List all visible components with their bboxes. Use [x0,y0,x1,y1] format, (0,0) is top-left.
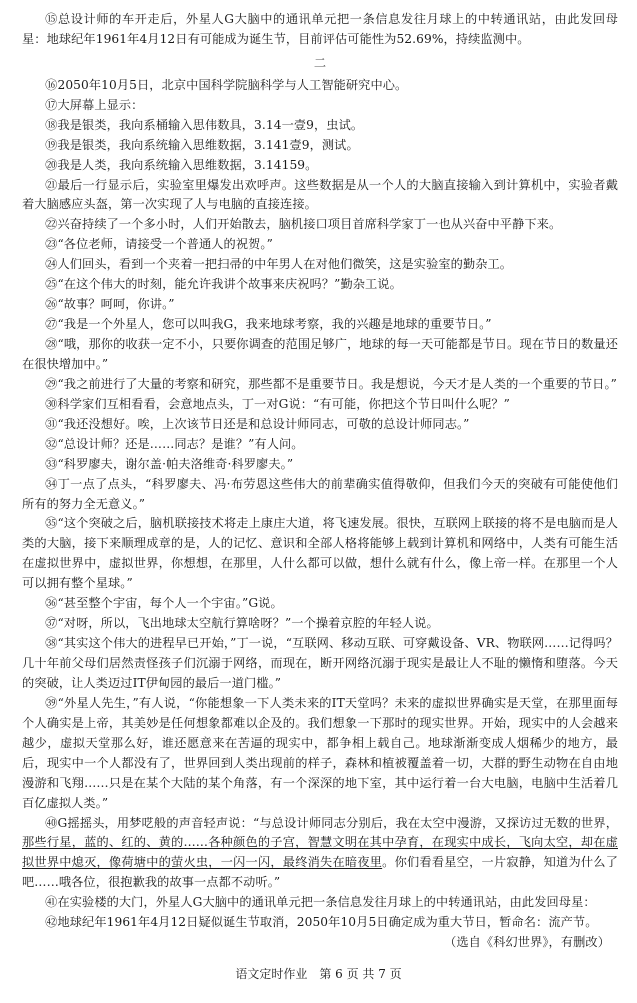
paragraph-30: ㉚科学家们互相看看，会意地点头，丁一对G说：“有可能，你把这个节日叫什么呢？” [45,396,511,411]
paragraph-42: ㊷地球纪年1961年4月12日疑似诞生节取消，2050年10月5日确定成为重大节日，暂命名：流产节。 [45,915,598,930]
paragraph-34: ㉞丁一点了点头，“科罗廖夫、冯·布劳恩这些伟大的前辈确实值得敬仰，但我们今天的突破有可能使他们所有的努力全无意义。” [22,476,618,511]
paragraph-39: ㊴“外星人先生，”有人说，“你能想象一下人类未来的IT天堂吗？未来的虚拟世界确实是天堂，在那里面每个人确实是上帝，其美妙是任何想象都难以企及的。我们想象一下那时的现实世界。开始，现实中的人会越来越少，虚拟天堂那么好，谁还愿意来在苦逼的现实中，都争相上载自己。地球渐渐变成人烟稀少的地方，最后，现实中一个人都没有了，世界回到人类出现前的样子，森林和植被覆盖着一切，大群的野生动物在自由地漫游和飞翔……只是在某个大陆的某个角落，有一个深深的地下室，其中运行着一台大电脑，电脑中生活着几百亿虚拟人类。” [22,695,618,810]
underlined-passage: 那些行星，蓝的、红的、黄的……各种颜色的子宫，智慧文明在其中孕育，在现实中成长，飞向太空，却在虚拟世界中熄灭，像荷塘中的萤火虫，一闪一闪，最终消失在暗夜里 [22,835,618,870]
section-marker: 二 [313,55,327,70]
paragraph-24: ㉔人们回头，看到一个夹着一把扫帚的中年男人在对他们微笑，这是实验室的勤杂工。 [45,257,513,272]
paragraph-21: ㉑最后一行显示后，实验室里爆发出欢呼声。这些数据是从一个人的大脑直接输入到计算机中，实验者戴着大脑感应头盔，第一次实现了人与电脑的直接连接。 [22,177,618,212]
paragraph-35: ㉟“这个突破之后，脑机联接技术将走上康庄大道，将飞速发展。很快，互联网上联接的将不是电脑而是人类的大脑，接下来顺理成章的是，人的记忆、意识和全部人格将能够上载到计算机和网络中，人类有可能生活在虚拟世界中，虚拟世界，你想想，在那里，人什么都可以做，想什么就有什么，像上帝一样。在那里一个人可以拥有整个星球。” [22,516,618,591]
paragraph-22: ㉒兴奋持续了一个多小时，人们开始散去，脑机接口项目首席科学家丁一也从兴奋中平静下来。 [45,217,562,232]
paragraph-40 [22,814,618,894]
paragraph-29: ㉙“我之前进行了大量的考察和研究，那些都不是重要节日。我是想说，今天才是人类的一个重要的节日。” [45,376,617,391]
page-footer: 语文定时作业 第 6 页 共 7 页 [235,967,402,981]
paragraph-28: ㉘“哦，那你的收获一定不小，只要你调查的范围足够广，地球的每一天可能都是节日。现在节日的数量还在很快增加中。” [22,337,618,371]
paragraph-23: ㉓“各位老师，请接受一个普通人的祝贺。” [45,237,273,252]
paragraph-32: ㉜“总设计师？还是……同志？是谁？”有人问。 [45,436,304,451]
paragraph-15: ⑮总设计师的车开走后，外星人G大脑中的通讯单元把一条信息发往月球上的中转通讯站，由此发回母星：地球纪年1961年4月12日有可能成为诞生节，目前评估可能性为52.69%，持续监测中。 [22,12,618,46]
paragraph-17: ⑰大屏幕上显示： [45,97,144,112]
paragraph-27: ㉗“我是一个外星人，您可以叫我G，我来地球考察，我的兴趣是地球的重要节日。” [45,317,492,332]
paragraph-36: ㊱“甚至整个宇宙，每个人一个宇宙。”G说。 [45,596,283,611]
paragraph-33: ㉝“科罗廖夫，谢尔盖·帕夫洛维奇·科罗廖夫。” [45,456,294,471]
paragraph-19: ⑲我是银类，我向系统输入思维数据，3.141壹9，测试。 [45,137,359,152]
paragraph-40-tail: 。你们看看星空，一片寂静，知道为什么了吧……哦各位，很抱歉我的故事一点都不动听。” [22,855,618,890]
paragraph-16: ⑯2050年10月5日，北京中国科学院脑科学与人工智能研究中心。 [45,77,408,92]
paragraph-26: ㉖“故事？呵呵，你讲。” [45,297,175,312]
paragraph-37: ㊲“对呀，所以，飞出地球太空航行算啥呀？”一个操着京腔的年轻人说。 [45,616,439,631]
source-citation: （选自《科幻世界》，有删改） [444,935,610,950]
paragraph-31: ㉛“我还没想好。唉，上次该节日还是和总设计师同志，可敬的总设计师同志。” [45,416,470,431]
paragraph-20: ⑳我是人类，我向系统输入思维数据，3.14159。 [45,157,318,172]
paragraph-25: ㉕“在这个伟大的时刻，能允许我讲个故事来庆祝吗？”勤杂工说。 [45,277,402,292]
paragraph-18: ⑱我是银类，我向系桶输入思伟数具，3.14一壹9，虫试。 [45,117,364,132]
paragraph-40-lead: ㊵G摇摇头，用梦呓般的声音轻声说：“与总设计师同志分别后，我在太空中漫游，又探访过无数的世界， [45,815,618,830]
paragraph-38: ㊳“其实这个伟大的进程早已开始，”丁一说，“互联网、移动互联、可穿戴设备、VR、物联网……记得吗？几十年前父母们居然责怪孩子们沉溺于网络，而现在，断开网络沉溺于现实是最让人不耻的懒惰和堕落。今天的突破，让人类迈过IT伊甸园的最后一道门槛。” [22,636,618,690]
paragraph-41: ㊶在实验楼的大门，外星人G大脑中的通讯单元把一条信息发往月球上的中转通讯站，由此发回母星： [45,895,596,910]
document-page [22,10,618,953]
